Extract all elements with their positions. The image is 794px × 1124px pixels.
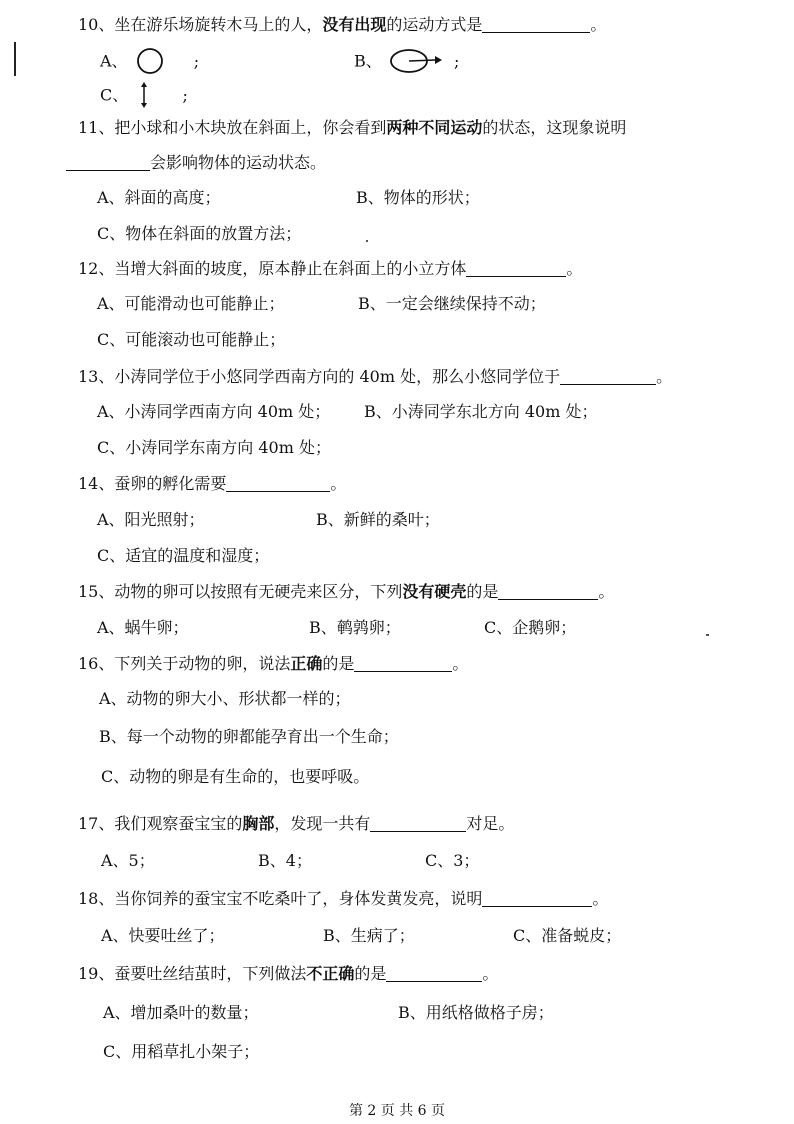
option-label: B、 xyxy=(354,51,382,71)
punct: 。 xyxy=(330,474,347,493)
speck xyxy=(366,240,368,242)
answer-blank[interactable] xyxy=(386,965,482,982)
option-a[interactable]: A、小涛同学西南方向 40m 处； xyxy=(97,402,331,421)
question-stem: 的是 xyxy=(466,582,499,601)
question-number: 19、 xyxy=(78,964,115,983)
speck xyxy=(706,634,709,636)
emphasis: 两种不同运动 xyxy=(386,118,483,137)
option-c[interactable] xyxy=(100,82,188,110)
question-number: 16、 xyxy=(78,654,115,673)
question-12 xyxy=(78,258,582,280)
question-stem: 把小球和小木块放在斜面上，你会看到 xyxy=(114,118,387,137)
question-14 xyxy=(78,473,346,495)
question-stem: 的是 xyxy=(322,654,355,673)
question-stem: 会影响物体的运动状态。 xyxy=(150,153,327,172)
option-b[interactable]: B、生病了； xyxy=(323,926,415,945)
option-a[interactable]: A、5； xyxy=(101,851,155,870)
option-c[interactable]: C、物体在斜面的放置方法； xyxy=(97,224,302,243)
question-11 xyxy=(78,117,626,139)
question-number: 17、 xyxy=(78,814,115,833)
option-b[interactable]: B、4； xyxy=(258,851,312,870)
option-c[interactable]: C、3； xyxy=(425,851,480,870)
question-number: 12、 xyxy=(78,259,115,278)
question-stem: 的状态，这现象说明 xyxy=(482,118,627,137)
answer-blank[interactable] xyxy=(498,583,598,600)
option-b[interactable]: B、小涛同学东北方向 40m 处； xyxy=(364,402,598,421)
answer-blank[interactable] xyxy=(354,655,452,672)
option-sep: ; xyxy=(453,51,460,71)
question-stem: 当你饲养的蚕宝宝不吃桑叶了，身体发黄发亮，说明 xyxy=(114,889,483,908)
option-c[interactable]: C、用稻草扎小架子； xyxy=(103,1042,260,1061)
option-label: A、 xyxy=(100,51,128,71)
answer-blank[interactable] xyxy=(466,260,566,277)
page-footer: 第 2 页 共 6 页 xyxy=(348,1103,446,1119)
emphasis: 胸部 xyxy=(242,814,275,833)
punct: 。 xyxy=(566,259,583,278)
option-c[interactable]: C、动物的卵是有生命的，也要呼吸。 xyxy=(101,767,370,786)
question-19 xyxy=(78,963,498,985)
option-a[interactable]: A、阳光照射； xyxy=(97,510,205,529)
question-number: 15、 xyxy=(78,582,115,601)
option-a[interactable]: A、快要吐丝了； xyxy=(101,926,225,945)
option-b[interactable]: B、一定会继续保持不动； xyxy=(358,294,546,313)
answer-blank[interactable] xyxy=(370,815,466,832)
question-18 xyxy=(78,888,608,910)
question-stem: 坐在游乐场旋转木马上的人， xyxy=(114,15,323,34)
option-c[interactable]: C、小涛同学东南方向 40m 处； xyxy=(97,438,331,457)
answer-blank[interactable] xyxy=(560,368,656,385)
question-stem: 小涛同学位于小悠同学西南方向的 40m 处，那么小悠同学位于 xyxy=(114,367,561,386)
option-a[interactable] xyxy=(100,47,199,77)
option-a[interactable]: A、可能滑动也可能静止； xyxy=(97,294,285,313)
circle-motion-icon xyxy=(133,47,167,77)
option-b[interactable] xyxy=(354,47,459,77)
question-number: 10、 xyxy=(78,15,115,34)
question-stem: 动物的卵可以按照有无硬壳来区分，下列 xyxy=(114,582,403,601)
punct: 。 xyxy=(598,582,615,601)
margin-mark xyxy=(14,42,16,76)
question-stem: ，发现一共有 xyxy=(274,814,371,833)
question-number: 14、 xyxy=(78,474,115,493)
punct: 对足。 xyxy=(466,814,515,833)
option-b[interactable]: B、每一个动物的卵都能孕育出一个生命； xyxy=(99,727,399,746)
option-a[interactable]: A、动物的卵大小、形状都一样的； xyxy=(99,689,351,708)
option-a[interactable]: A、蜗牛卵； xyxy=(97,618,189,637)
option-b[interactable]: B、新鲜的桑叶； xyxy=(316,510,440,529)
question-number: 13、 xyxy=(78,367,115,386)
option-label: C、 xyxy=(100,85,129,105)
spin-and-move-icon xyxy=(387,47,443,77)
punct: 。 xyxy=(482,964,499,983)
punct: 。 xyxy=(592,889,609,908)
punct: 。 xyxy=(590,15,607,34)
question-16 xyxy=(78,653,468,675)
option-b[interactable]: B、用纸格做格子房； xyxy=(398,1003,554,1022)
option-sep: ; xyxy=(193,51,200,71)
question-17 xyxy=(78,813,514,835)
answer-blank[interactable] xyxy=(482,890,592,907)
question-15 xyxy=(78,581,614,603)
option-a[interactable]: A、增加桑叶的数量； xyxy=(103,1003,259,1022)
question-stem: 的是 xyxy=(354,964,387,983)
option-b[interactable]: B、物体的形状； xyxy=(356,188,480,207)
option-b[interactable]: B、鹌鹑卵； xyxy=(309,618,401,637)
question-13 xyxy=(78,366,672,388)
question-stem: 的运动方式是 xyxy=(386,15,483,34)
punct: 。 xyxy=(452,654,469,673)
punct: 。 xyxy=(656,367,673,386)
option-sep: ; xyxy=(182,85,188,105)
answer-blank[interactable] xyxy=(226,475,330,492)
emphasis: 正确 xyxy=(290,654,323,673)
option-c[interactable]: C、适宜的温度和湿度； xyxy=(97,546,270,565)
answer-blank[interactable] xyxy=(482,16,590,33)
question-stem: 下列关于动物的卵，说法 xyxy=(114,654,291,673)
option-c[interactable]: C、可能滚动也可能静止； xyxy=(97,330,286,349)
question-10 xyxy=(78,14,606,36)
vertical-motion-icon xyxy=(133,82,155,110)
question-stem: 当增大斜面的坡度，原本静止在斜面上的小立方体 xyxy=(114,259,467,278)
question-stem: 蚕卵的孵化需要 xyxy=(114,474,227,493)
option-c[interactable]: C、企鹅卵； xyxy=(484,618,577,637)
question-number: 18、 xyxy=(78,889,115,908)
emphasis: 不正确 xyxy=(306,964,355,983)
answer-blank[interactable] xyxy=(66,154,150,171)
question-stem: 蚕要吐丝结茧时，下列做法 xyxy=(114,964,307,983)
emphasis: 没有硬壳 xyxy=(402,582,467,601)
option-c[interactable]: C、准备蜕皮； xyxy=(513,926,622,945)
question-11-line2 xyxy=(66,152,326,174)
option-a[interactable]: A、斜面的高度； xyxy=(97,188,221,207)
question-stem: 我们观察蚕宝宝的 xyxy=(114,814,243,833)
emphasis: 没有出现 xyxy=(322,15,387,34)
question-number: 11、 xyxy=(78,118,115,137)
